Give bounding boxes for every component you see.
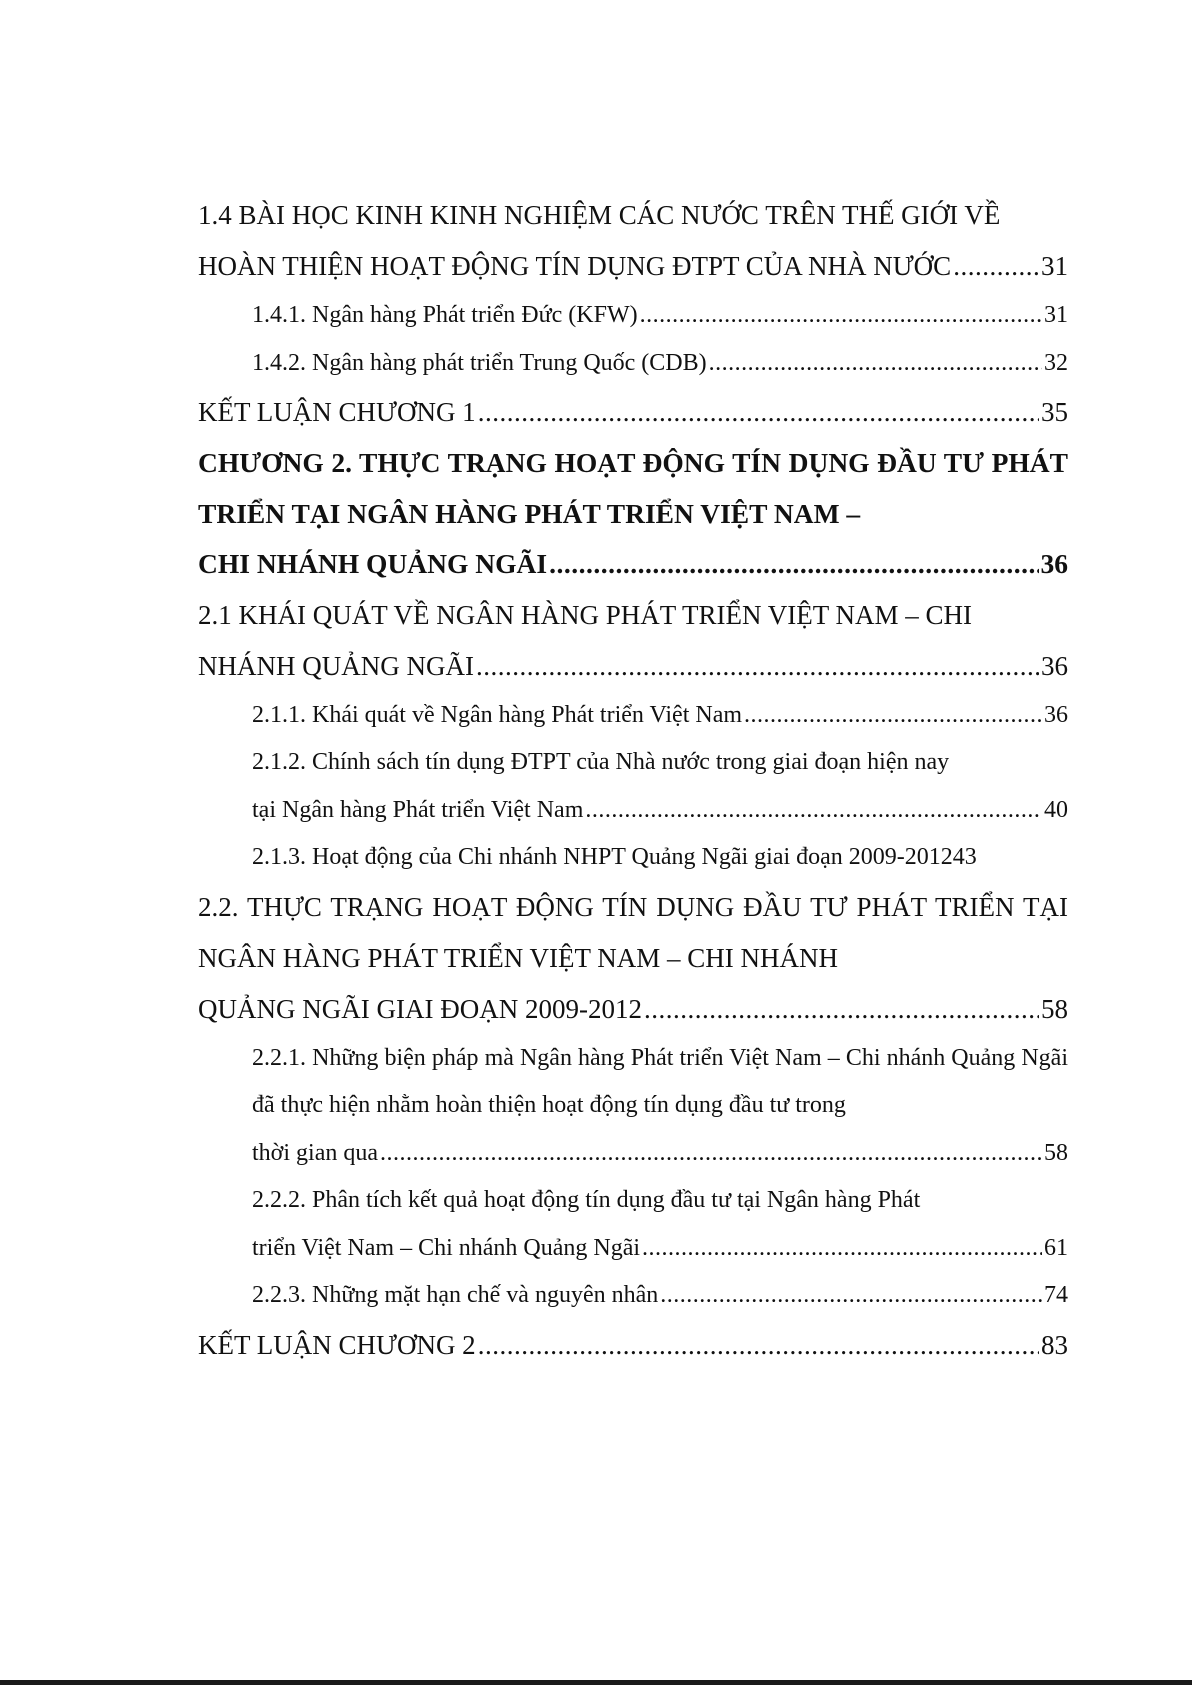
dot-leader xyxy=(640,292,1042,340)
toc-entry-title: KẾT LUẬN CHƯƠNG 1 xyxy=(198,397,476,427)
toc-entry-line xyxy=(198,1320,1068,1371)
toc-entry-line xyxy=(198,387,1068,438)
dot-leader xyxy=(476,641,1039,692)
toc-page-number: 36 xyxy=(1041,650,1068,681)
toc-entry-line xyxy=(198,241,1068,292)
toc-entry-title: 1.4.2. Ngân hàng phát triển Trung Quốc (CDB) xyxy=(252,349,707,376)
toc-entry-title-lead: 1.4 BÀI HỌC KINH KINH NGHIỆM CÁC NƯỚC TRÊN THẾ GIỚI VỀ xyxy=(198,200,1001,230)
toc-entry[interactable] xyxy=(198,387,1068,438)
toc-page-number: 58 xyxy=(1044,1139,1068,1166)
toc-entry-title: 1.4.1. Ngân hàng Phát triển Đức (KFW) xyxy=(252,302,638,328)
toc-page-number: 36 xyxy=(1040,548,1068,579)
toc-entry[interactable] xyxy=(198,590,1068,692)
toc-entry-title: thời gian qua xyxy=(252,1139,378,1166)
toc-entry-line xyxy=(198,641,1068,692)
toc-entry[interactable] xyxy=(252,292,1068,340)
dot-leader xyxy=(549,539,1038,590)
dot-leader xyxy=(709,340,1042,388)
toc-entry[interactable] xyxy=(252,834,1068,882)
toc-entry-title: HOÀN THIỆN HOẠT ĐỘNG TÍN DỤNG ĐTPT CỦA NHÀ NƯỚC xyxy=(198,251,952,281)
table-of-contents xyxy=(198,190,1068,1371)
toc-entry[interactable] xyxy=(252,1272,1068,1320)
toc-entry-line xyxy=(252,834,1068,882)
toc-entry-line xyxy=(252,340,1068,388)
toc-entry[interactable] xyxy=(252,1177,1068,1272)
dot-leader xyxy=(585,787,1042,835)
toc-entry-line xyxy=(252,292,1068,340)
dot-leader xyxy=(642,1225,1042,1273)
toc-entry-line xyxy=(198,984,1068,1035)
page-bottom-border xyxy=(0,1680,1192,1685)
toc-page-number: 40 xyxy=(1044,796,1068,823)
toc-entry[interactable] xyxy=(252,739,1068,834)
toc-entry-title-lead: 2.1 KHÁI QUÁT VỀ NGÂN HÀNG PHÁT TRIỂN VIỆT NAM – CHI xyxy=(198,599,972,630)
toc-entry-title-lead: 2.2.1. Những biện pháp mà Ngân hàng Phát triển Việt Nam – Chi nhánh Quảng Ngãi đã thực hiện nhằm hoàn thiện hoạt động tín dụng đầu tư trong xyxy=(252,1044,1068,1118)
toc-entry-title: 2.1.1. Khái quát về Ngân hàng Phát triển Việt Nam xyxy=(252,701,743,728)
dot-leader xyxy=(478,1320,1039,1371)
toc-entry-title: NHÁNH QUẢNG NGÃI xyxy=(198,650,474,681)
toc-entry-title: QUẢNG NGÃI GIAI ĐOẠN 2009-2012 xyxy=(198,993,642,1024)
dot-leader xyxy=(644,984,1039,1035)
toc-entry-line xyxy=(198,539,1068,590)
toc-page-number: 58 xyxy=(1041,993,1068,1024)
toc-page-number: 35 xyxy=(1041,397,1068,427)
toc-entry-title: triển Việt Nam – Chi nhánh Quảng Ngãi xyxy=(252,1234,641,1261)
toc-entry[interactable] xyxy=(252,1035,1068,1178)
toc-page-number: 36 xyxy=(1044,701,1068,728)
dot-leader xyxy=(478,387,1039,438)
toc-page-number: 32 xyxy=(1044,349,1068,376)
toc-entry-title: KẾT LUẬN CHƯƠNG 2 xyxy=(198,1329,476,1360)
toc-entry[interactable] xyxy=(198,190,1068,292)
toc-entry-title: CHI NHÁNH QUẢNG NGÃI xyxy=(198,548,548,579)
toc-entry-title-lead: 2.1.2. Chính sách tín dụng ĐTPT của Nhà nước trong giai đoạn hiện nay xyxy=(252,749,950,775)
toc-entry[interactable] xyxy=(252,692,1068,740)
toc-page-number: 31 xyxy=(1041,251,1068,281)
toc-page-number: 83 xyxy=(1041,1329,1068,1360)
dot-leader xyxy=(380,1130,1042,1178)
toc-entry[interactable] xyxy=(198,438,1068,590)
toc-entry-line xyxy=(252,787,1068,835)
toc-page-number: 43 xyxy=(952,844,977,870)
toc-entry[interactable] xyxy=(198,882,1068,1035)
toc-entry-line xyxy=(252,692,1068,740)
dot-leader xyxy=(953,241,1039,292)
toc-page-number: 31 xyxy=(1044,302,1068,328)
toc-page-number: 74 xyxy=(1044,1282,1068,1308)
toc-entry-title: tại Ngân hàng Phát triển Việt Nam xyxy=(252,796,584,823)
toc-entry[interactable] xyxy=(198,1320,1068,1371)
toc-entry[interactable] xyxy=(252,340,1068,388)
dot-leader xyxy=(660,1272,1042,1320)
toc-entry-line xyxy=(252,1130,1068,1178)
toc-entry-title-lead: CHƯƠNG 2. THỰC TRẠNG HOẠT ĐỘNG TÍN DỤNG ĐẦU TƯ PHÁT TRIỂN TẠI NGÂN HÀNG PHÁT TRIỂN VIỆT NAM – xyxy=(198,447,1068,529)
toc-entry-title: 2.2.3. Những mặt hạn chế và nguyên nhân xyxy=(252,1282,659,1308)
toc-entry-line xyxy=(252,1225,1068,1273)
toc-entry-title-lead: 2.2. THỰC TRẠNG HOẠT ĐỘNG TÍN DỤNG ĐẦU TƯ PHÁT TRIỂN TẠI NGÂN HÀNG PHÁT TRIỂN VIỆT NAM – CHI NHÁNH xyxy=(198,891,1068,973)
toc-entry-line xyxy=(252,1272,1068,1320)
toc-page-number: 61 xyxy=(1044,1234,1068,1261)
toc-entry-title-lead: 2.2.2. Phân tích kết quả hoạt động tín dụng đầu tư tại Ngân hàng Phát xyxy=(252,1187,921,1213)
toc-entry-title: 2.1.3. Hoạt động của Chi nhánh NHPT Quảng Ngãi giai đoạn 2009-2012 xyxy=(252,844,953,870)
dot-leader xyxy=(744,692,1042,740)
